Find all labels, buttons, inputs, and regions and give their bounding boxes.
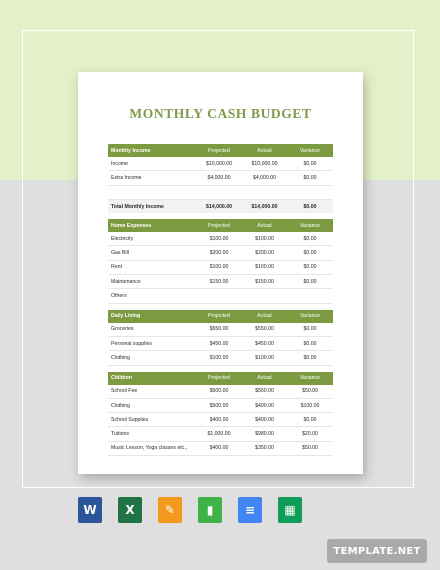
row-value [287, 185, 333, 199]
row-value: $4,000.00 [242, 171, 287, 185]
row-label: Income [108, 157, 196, 171]
row-value: $400.00 [196, 413, 242, 427]
row-value: $100.00 [196, 260, 242, 274]
table-row [108, 157, 333, 171]
row-label: Tuitions [108, 427, 196, 441]
section-header [108, 144, 333, 157]
row-label: School Fee [108, 385, 196, 399]
table-row [108, 260, 333, 274]
row-value: $100.00 [287, 398, 333, 412]
row-value: $100.00 [242, 260, 287, 274]
row-value: $550.00 [196, 323, 242, 337]
row-value: $20.00 [287, 427, 333, 441]
row-label: Electricity [108, 232, 196, 246]
row-label: Daily Living [108, 310, 196, 323]
row-label: Groceries [108, 323, 196, 337]
row-label [108, 185, 196, 199]
row-value: $980.00 [242, 427, 287, 441]
row-label: Monthly Income [108, 144, 196, 157]
row-value: $150.00 [242, 275, 287, 289]
row-value: Projected [196, 144, 242, 157]
row-value: $500.00 [196, 398, 242, 412]
row-label: Gas Bill [108, 246, 196, 260]
row-value: Variance [287, 372, 333, 385]
row-value: $50.00 [287, 441, 333, 455]
row-value: Actual [242, 310, 287, 323]
row-value: $550.00 [242, 385, 287, 399]
table-row [108, 185, 333, 199]
row-value: $0.00 [287, 413, 333, 427]
row-value: $0.00 [287, 232, 333, 246]
row-label: Clothing [108, 398, 196, 412]
row-value: Actual [242, 219, 287, 232]
excel-icon[interactable]: X [118, 497, 142, 523]
row-value: $10,000.00 [196, 157, 242, 171]
template-net-logo[interactable]: TEMPLATE.NET [327, 539, 427, 563]
numbers-icon[interactable]: ▮ [198, 497, 222, 523]
row-label: Total Monthly Income [108, 199, 196, 213]
row-value: $0.00 [287, 260, 333, 274]
row-value: $350.00 [242, 441, 287, 455]
row-value: $400.00 [242, 413, 287, 427]
row-value: $0.00 [287, 157, 333, 171]
row-value [196, 289, 242, 303]
table-row [108, 275, 333, 289]
table-row [108, 385, 333, 399]
row-value: $0.00 [287, 275, 333, 289]
row-value: $14,000.00 [196, 199, 242, 213]
row-label: Music Lesson, Yoga classes etc., [108, 441, 196, 455]
row-value: $0.00 [287, 336, 333, 350]
row-value: $100.00 [196, 351, 242, 365]
row-value: $600.00 [196, 385, 242, 399]
row-value: $550.00 [242, 323, 287, 337]
row-value: $450.00 [242, 336, 287, 350]
row-label: School Supplies [108, 413, 196, 427]
pages-icon[interactable]: ✎ [158, 497, 182, 523]
table-row [108, 427, 333, 441]
row-value [196, 185, 242, 199]
row-value [242, 289, 287, 303]
document-page [78, 72, 363, 474]
row-value: $150.00 [196, 275, 242, 289]
row-value: $4,000.00 [196, 171, 242, 185]
row-value: Actual [242, 144, 287, 157]
row-value: $10,000.00 [242, 157, 287, 171]
row-label: Personal supplies [108, 336, 196, 350]
row-value: $0.00 [287, 199, 333, 213]
row-value: $0.00 [287, 246, 333, 260]
row-label: Home Expenses [108, 219, 196, 232]
row-value: Projected [196, 372, 242, 385]
row-label: Clothing [108, 351, 196, 365]
row-value: $100.00 [242, 232, 287, 246]
row-value: Actual [242, 372, 287, 385]
row-value: $200.00 [196, 246, 242, 260]
table-row [108, 289, 333, 303]
row-label: Rent [108, 260, 196, 274]
total-row [108, 199, 333, 213]
word-icon[interactable]: W [78, 497, 102, 523]
google-docs-icon[interactable]: ≡ [238, 497, 262, 523]
section-header [108, 372, 333, 385]
table-row [108, 336, 333, 350]
row-value: $450.00 [196, 336, 242, 350]
table-row [108, 413, 333, 427]
table-row [108, 171, 333, 185]
table-row [108, 351, 333, 365]
row-label: Extra Income [108, 171, 196, 185]
row-value: Projected [196, 310, 242, 323]
document-title: MONTHLY CASH BUDGET [129, 106, 312, 121]
row-value: $14,000.00 [242, 199, 287, 213]
row-value: $0.00 [287, 171, 333, 185]
table-row [108, 232, 333, 246]
row-value: $100.00 [196, 232, 242, 246]
google-sheets-icon[interactable]: ▦ [278, 497, 302, 523]
row-value: $400.00 [242, 398, 287, 412]
section-header [108, 310, 333, 323]
row-value: $400.00 [196, 441, 242, 455]
row-label: Maintenance [108, 275, 196, 289]
row-value: Projected [196, 219, 242, 232]
table-row [108, 323, 333, 337]
row-value: $0.00 [287, 351, 333, 365]
row-value: $100.00 [242, 351, 287, 365]
row-value: Variance [287, 219, 333, 232]
section-header [108, 219, 333, 232]
row-label: Children [108, 372, 196, 385]
row-value: Variance [287, 144, 333, 157]
row-value: $0.00 [287, 323, 333, 337]
budget-table [108, 144, 333, 456]
row-label: Others [108, 289, 196, 303]
row-value: $200.00 [242, 246, 287, 260]
table-row [108, 441, 333, 455]
row-value: $1,000.00 [196, 427, 242, 441]
table-row [108, 246, 333, 260]
row-value: Variance [287, 310, 333, 323]
row-value [242, 185, 287, 199]
row-value: $50.00 [287, 385, 333, 399]
table-row [108, 398, 333, 412]
row-value [287, 289, 333, 303]
